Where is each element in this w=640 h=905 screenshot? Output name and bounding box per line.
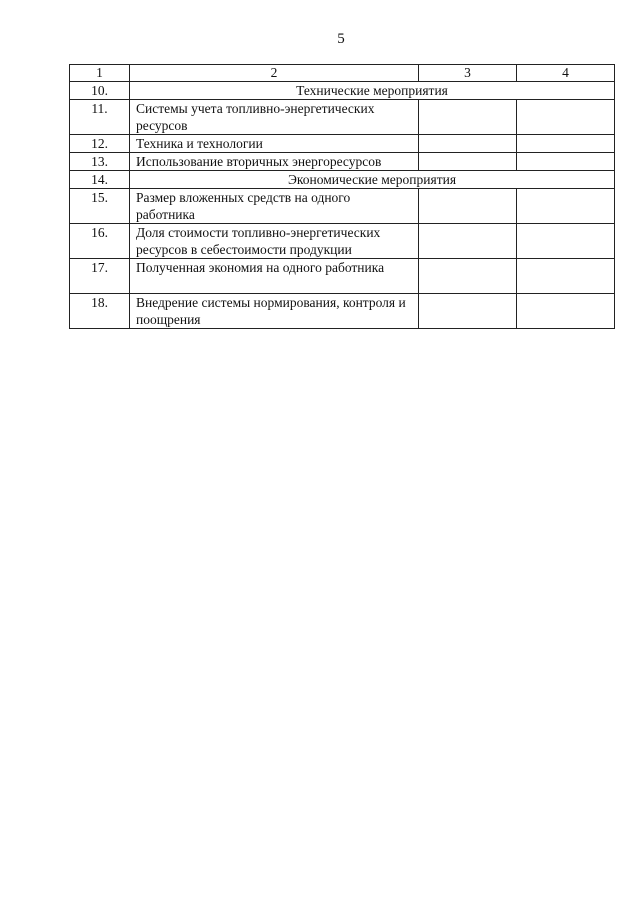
column-header: 2 [130, 65, 419, 82]
value-cell-4 [517, 259, 615, 294]
row-number: 11. [70, 100, 130, 135]
row-text: Техника и технологии [130, 135, 419, 153]
value-cell-3 [419, 153, 517, 171]
table-row [70, 153, 615, 171]
row-number: 13. [70, 153, 130, 171]
page-number: 5 [337, 31, 345, 47]
row-number: 17. [70, 259, 130, 294]
section-row [70, 82, 615, 100]
value-cell-4 [517, 294, 615, 329]
table-row [70, 189, 615, 224]
value-cell-3 [419, 189, 517, 224]
row-number: 10. [70, 82, 130, 100]
row-text: Внедрение системы нормирования, контроля и поощрения [130, 294, 419, 329]
row-text: Использование вторичных энергоресурсов [130, 153, 419, 171]
table-row [70, 224, 615, 259]
value-cell-4 [517, 189, 615, 224]
column-header: 1 [70, 65, 130, 82]
value-cell-3 [419, 224, 517, 259]
row-text: Доля стоимости топливно-энергетических ресурсов в себестоимости продукции [130, 224, 419, 259]
value-cell-3 [419, 135, 517, 153]
row-text: Системы учета топливно-энергетических ресурсов [130, 100, 419, 135]
measures-table [69, 64, 615, 329]
value-cell-4 [517, 224, 615, 259]
value-cell-3 [419, 294, 517, 329]
value-cell-4 [517, 153, 615, 171]
table-row [70, 135, 615, 153]
section-title: Технические мероприятия [130, 82, 615, 100]
row-text: Полученная экономия на одного работника [130, 259, 419, 294]
section-title: Экономические мероприятия [130, 171, 615, 189]
value-cell-3 [419, 100, 517, 135]
section-row [70, 171, 615, 189]
table-row [70, 100, 615, 135]
table-header-row [70, 65, 615, 82]
row-number: 15. [70, 189, 130, 224]
column-header: 3 [419, 65, 517, 82]
row-number: 14. [70, 171, 130, 189]
table-row [70, 294, 615, 329]
value-cell-4 [517, 135, 615, 153]
row-text: Размер вложенных средств на одного работника [130, 189, 419, 224]
row-number: 12. [70, 135, 130, 153]
table-row [70, 259, 615, 294]
value-cell-4 [517, 100, 615, 135]
row-number: 16. [70, 224, 130, 259]
value-cell-3 [419, 259, 517, 294]
column-header: 4 [517, 65, 615, 82]
row-number: 18. [70, 294, 130, 329]
